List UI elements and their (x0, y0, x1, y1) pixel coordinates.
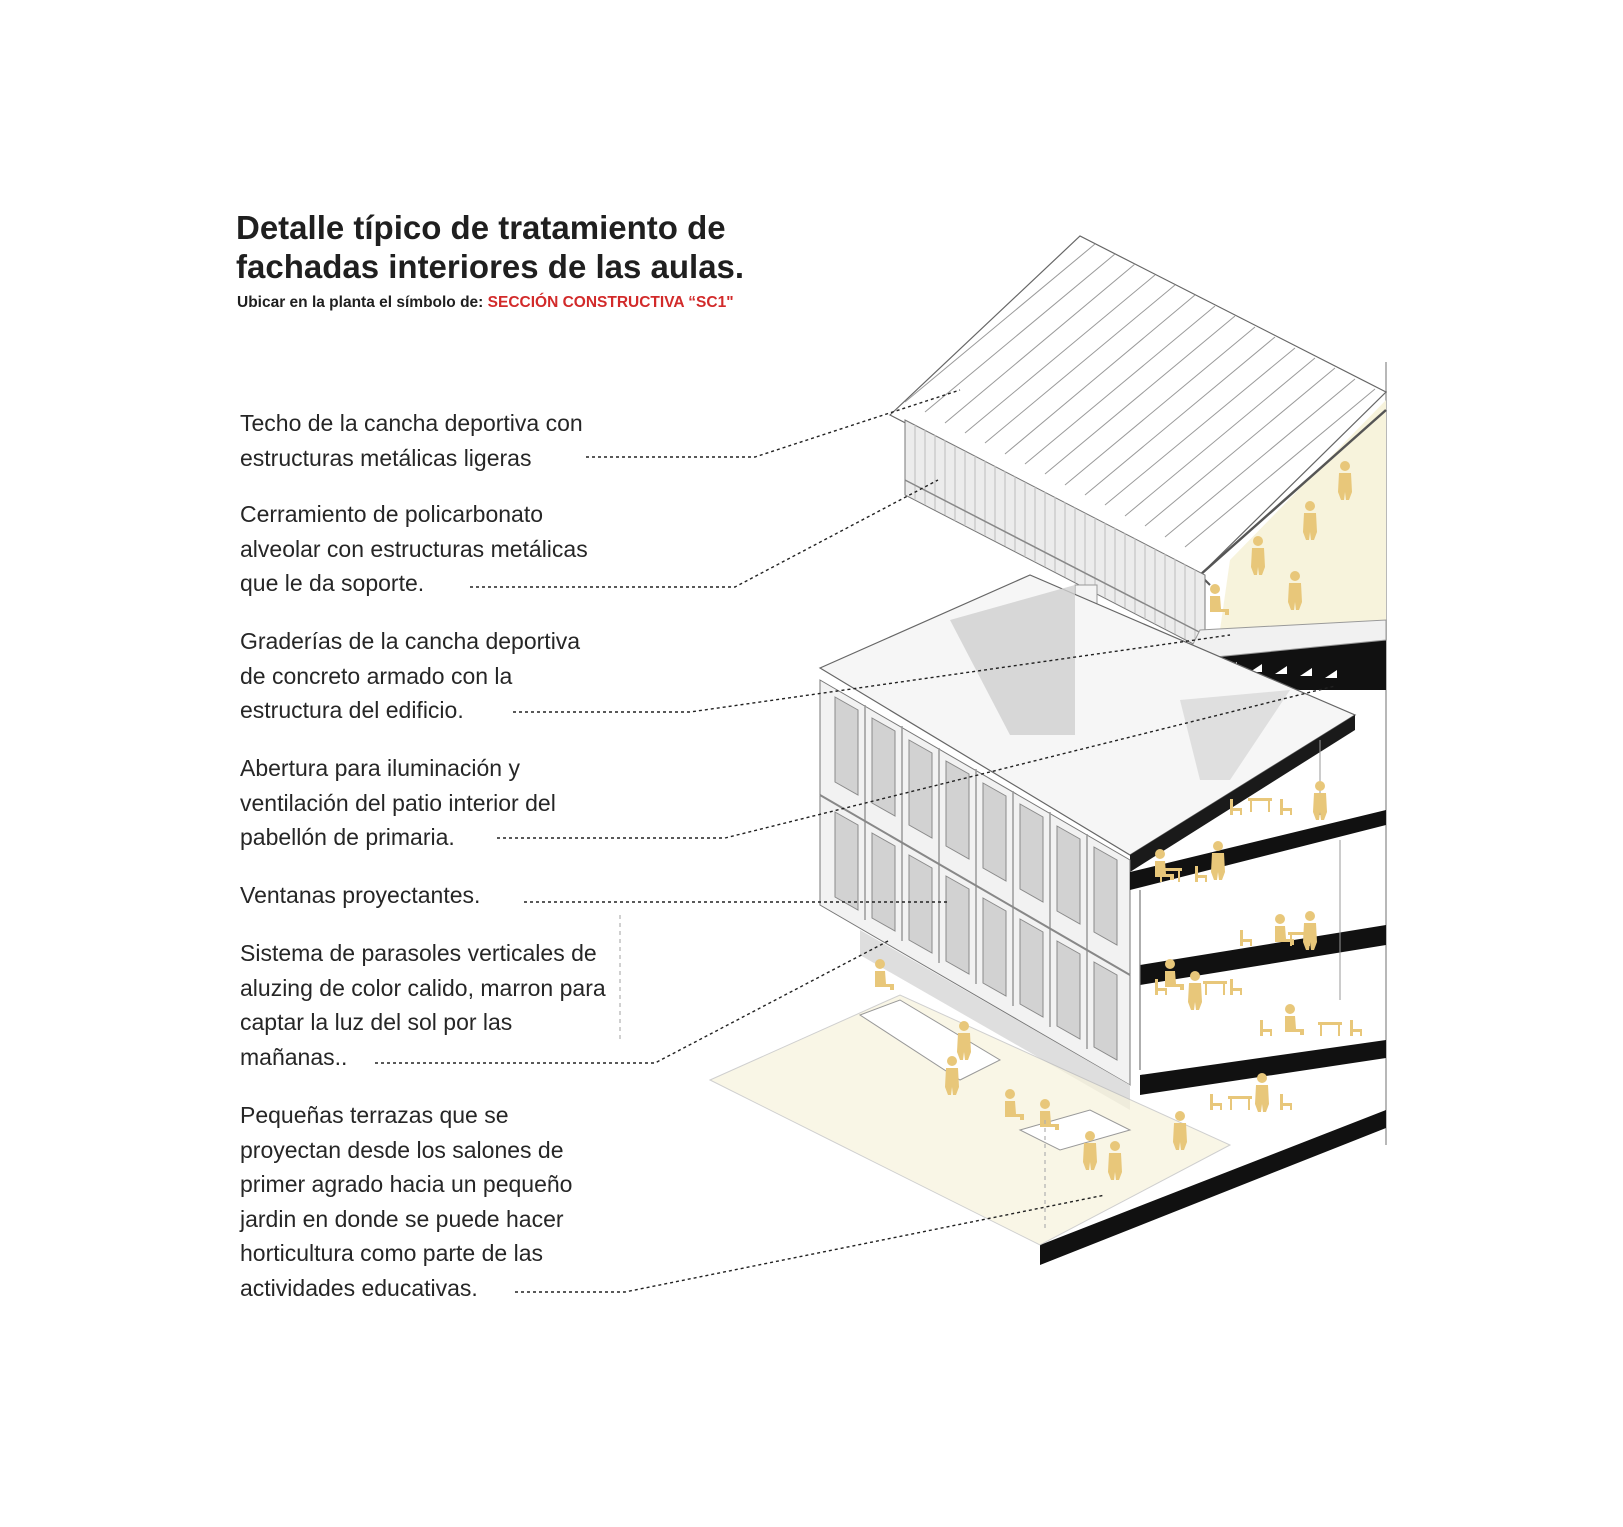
subtitle-prefix: Ubicar en la planta el símbolo de: (237, 294, 484, 311)
callout-line: estructura del edificio. (240, 697, 464, 724)
callout-line: Abertura para iluminación y (240, 755, 520, 781)
callout-line: actividades educativas. (240, 1274, 478, 1301)
callout-line: Graderías de la cancha deportiva (240, 628, 581, 654)
callout-line: estructuras metálicas ligeras (240, 444, 532, 471)
callout-line: primer agrado hacia un pequeño (240, 1171, 573, 1198)
callout-line: jardin en donde se puede hacer (240, 1205, 564, 1232)
callout-line: alveolar con estructuras metálicas (240, 535, 588, 562)
callout-line: horticultura como parte de las (240, 1240, 543, 1267)
callout-line: Techo de la cancha deportiva con (240, 410, 583, 436)
callout-line: captar la luz del sol por las (240, 1009, 513, 1036)
callout-line: aluzing de color calido, marron para (240, 974, 606, 1001)
callout-line: de concreto armado con la (240, 662, 513, 689)
callout-line: Pequeñas terrazas que se (240, 1102, 509, 1128)
callout-line: ventilación del patio interior del (240, 789, 556, 816)
callout-line: proyectan desde los salones de (240, 1136, 564, 1163)
section-symbol-label: SECCIÓN CONSTRUCTIVA “SC1" (487, 294, 734, 311)
callout-line: que le da soporte. (240, 570, 425, 597)
callout-line: mañanas.. (240, 1043, 348, 1070)
title-line-1: Detalle típico de tratamiento de (236, 209, 726, 246)
callout-line: Ventanas proyectantes. (240, 882, 481, 908)
callout-line: Sistema de parasoles verticales de (240, 940, 597, 966)
callout-line: Cerramiento de policarbonato (240, 501, 544, 527)
title-line-2: fachadas interiores de las aulas. (236, 248, 745, 285)
callout-line: pabellón de primaria. (240, 824, 455, 851)
